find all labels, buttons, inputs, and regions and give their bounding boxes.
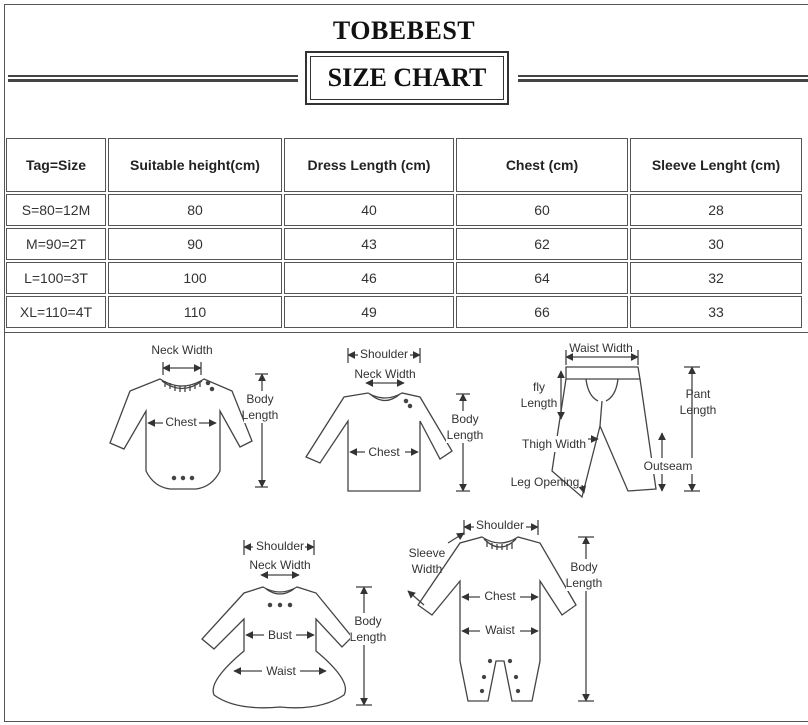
- romper-waist-label: Waist: [485, 623, 515, 637]
- header-height: Suitable height(cm): [108, 138, 282, 192]
- cell-sleeve-length: 32: [630, 262, 802, 294]
- table-row: [6, 262, 802, 294]
- table-header-row: [6, 138, 802, 192]
- bodysuit-chest-label: Chest: [165, 415, 197, 429]
- dress-neck-label: Neck Width: [249, 558, 311, 572]
- cell-size: M=90=2T: [6, 228, 106, 260]
- cell-dress-length: 40: [284, 194, 454, 226]
- title-rule-left: [8, 75, 298, 82]
- cell-chest: 64: [456, 262, 628, 294]
- dress-body-label: Body: [354, 614, 382, 628]
- cell-height: 80: [108, 194, 282, 226]
- brand-name: TOBEBEST: [332, 16, 476, 45]
- bodysuit-neck-label: Neck Width: [151, 343, 213, 357]
- table-row: [6, 296, 802, 328]
- pants-fly-label: fly: [533, 380, 545, 394]
- size-table: [4, 136, 804, 330]
- header-tag-size: Tag=Size: [6, 138, 106, 192]
- pants-thigh-label: Thigh Width: [521, 437, 587, 451]
- shirt-body-label: Body: [451, 412, 479, 426]
- cell-height: 90: [108, 228, 282, 260]
- pants-outseam-label: Outseam: [643, 459, 693, 473]
- dress-bust-label: Bust: [267, 628, 293, 642]
- cell-size: S=80=12M: [6, 194, 106, 226]
- romper-sleeve-width-label: Width: [411, 562, 443, 576]
- pants-fly-length-label: Length: [520, 396, 558, 410]
- title-box: [305, 51, 509, 105]
- cell-chest: 60: [456, 194, 628, 226]
- cell-sleeve-length: 30: [630, 228, 802, 260]
- dress-length-label: Length: [349, 630, 387, 644]
- cell-chest: 66: [456, 296, 628, 328]
- bodysuit-body-label: Body: [246, 392, 274, 406]
- shirt-neck-label: Neck Width: [354, 367, 416, 381]
- pants-waist-label: Waist Width: [569, 341, 633, 355]
- cell-sleeve-length: 33: [630, 296, 802, 328]
- measurement-diagrams: [4, 332, 808, 721]
- pants-pant-label: Pant: [685, 387, 711, 401]
- header-sleeve-length: Sleeve Lenght (cm): [630, 138, 802, 192]
- cell-chest: 62: [456, 228, 628, 260]
- cell-dress-length: 46: [284, 262, 454, 294]
- shirt-shoulder-label: Shoulder: [359, 347, 409, 361]
- cell-size: L=100=3T: [6, 262, 106, 294]
- romper-shoulder-label: Shoulder: [475, 518, 525, 532]
- pants-pant-length-label: Length: [679, 403, 717, 417]
- romper-body-label: Body: [570, 560, 598, 574]
- romper-length-label: Length: [565, 576, 603, 590]
- pants-leg-opening-label: Leg Opening: [510, 475, 580, 489]
- romper-chest-label: Chest: [484, 589, 516, 603]
- header-dress-length: Dress Length (cm): [284, 138, 454, 192]
- cell-dress-length: 43: [284, 228, 454, 260]
- cell-height: 110: [108, 296, 282, 328]
- header-chest: Chest (cm): [456, 138, 628, 192]
- table-row: [6, 194, 802, 226]
- page-title: SIZE CHART: [327, 63, 487, 92]
- cell-dress-length: 49: [284, 296, 454, 328]
- romper-sleeve-label: Sleeve: [408, 546, 446, 560]
- cell-height: 100: [108, 262, 282, 294]
- table-row: [6, 228, 802, 260]
- title-rule-right: [518, 75, 808, 82]
- dress-waist-label: Waist: [266, 664, 296, 678]
- shirt-length-label: Length: [446, 428, 484, 442]
- shirt-chest-label: Chest: [368, 445, 400, 459]
- bodysuit-length-label: Length: [241, 408, 279, 422]
- cell-size: XL=110=4T: [6, 296, 106, 328]
- dress-shoulder-label: Shoulder: [255, 539, 305, 553]
- cell-sleeve-length: 28: [630, 194, 802, 226]
